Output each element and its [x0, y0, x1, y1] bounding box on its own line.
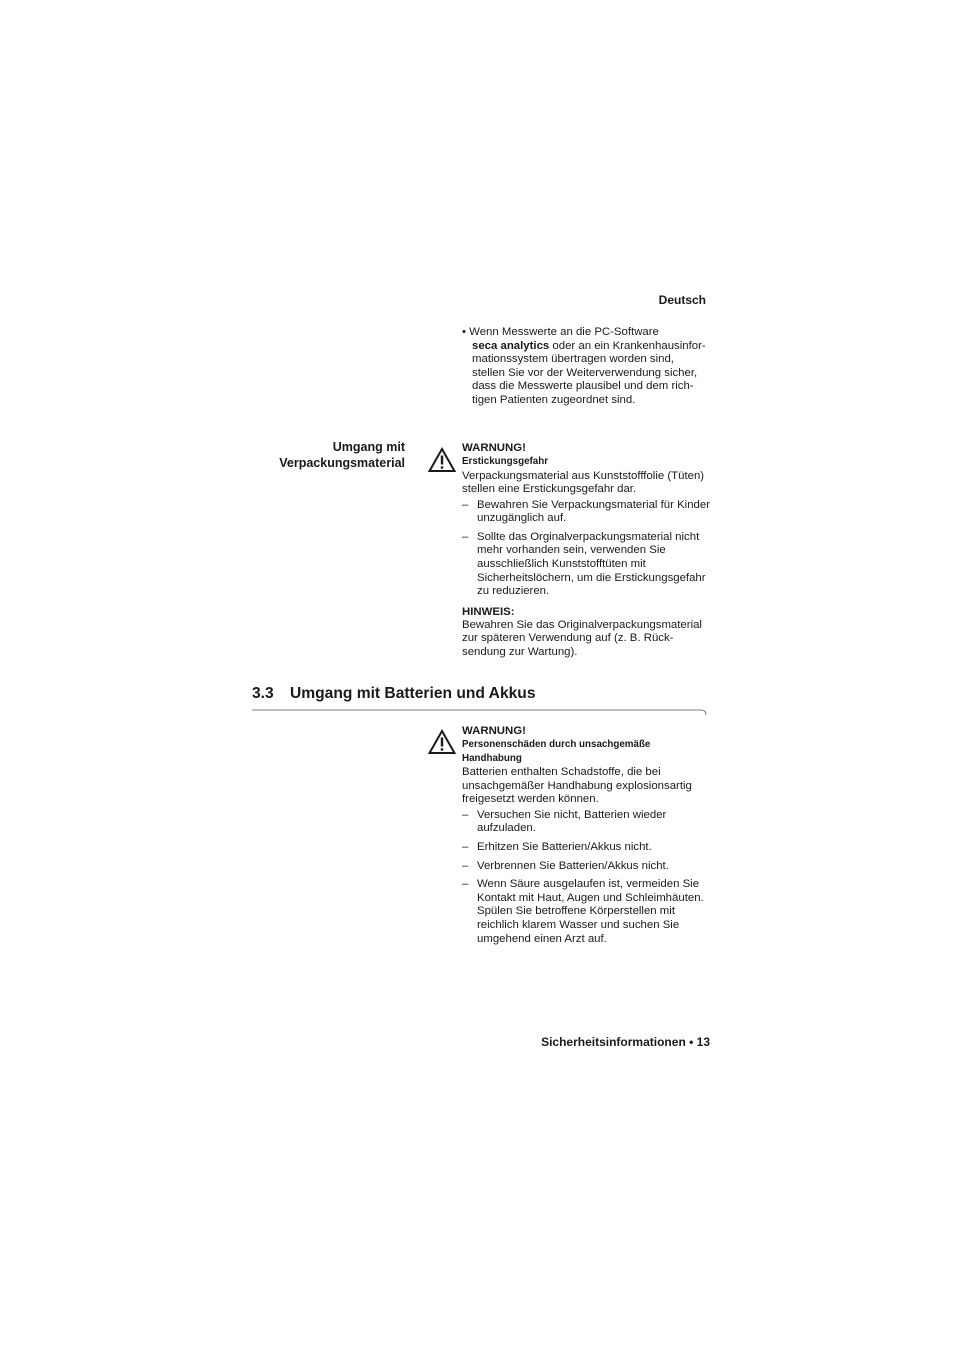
packaging-side-heading: [240, 439, 405, 471]
intro-line-1: • Wenn Messwerte an die PC-Software: [462, 326, 659, 338]
warning-triangle-icon: [428, 729, 456, 755]
intro-line-2: seca analytics oder an ein Krankenhausinfor-: [472, 339, 706, 352]
battery-warning-block: [462, 724, 710, 946]
language-label: Deutsch: [658, 293, 706, 307]
intro-line-5: dass die Messwerte plausibel und dem rich-: [472, 380, 694, 393]
intro-line-3: mationssystem übertragen worden sind,: [472, 353, 674, 366]
bullet-glyph: •: [462, 326, 466, 338]
warning-title: WARNUNG!: [462, 442, 526, 454]
section-number: 3.3: [252, 685, 274, 702]
page-footer: Sicherheitsinformationen • 13: [541, 1035, 710, 1049]
packaging-warning-block: [462, 441, 710, 660]
section-heading: [252, 685, 536, 703]
intro-line-6: tigen Patienten zugeordnet sind.: [472, 393, 636, 406]
warning-description: Verpackungsmaterial aus Kunststofffolie (Tüten) stellen eine Erstickungsgefahr dar.: [462, 469, 705, 496]
list-item: – Erhitzen Sie Batterien/Akkus nicht.: [462, 840, 652, 853]
intro-bullet-item: [462, 326, 712, 408]
section-title: Umgang mit Batterien und Akkus: [290, 685, 536, 702]
warning-subtitle: Personenschäden durch unsachgemäße Handhabung: [462, 739, 651, 764]
list-item: – Wenn Säure ausgelaufen ist, vermeiden Sie Kontakt mit Haut, Augen und Schleimhäuten. Spülen Sie betroffene Körperstellen mit reichlich klarem Wasser und suchen Sie umgehend einen Arzt auf.: [462, 878, 704, 945]
warning-subtitle: Erstickungsgefahr: [462, 456, 549, 467]
list-item: – Bewahren Sie Verpackungsmaterial für Kinder unzugänglich auf.: [462, 498, 711, 525]
side-heading-line-1: Umgang mit: [332, 440, 405, 454]
section-rule: [252, 709, 707, 721]
warning-description: Batterien enthalten Schadstoffe, die bei unsachgemäßer Handhabung explosionsartig freigesetzt werden können.: [462, 766, 692, 806]
software-name: seca analytics: [472, 339, 550, 352]
intro-line-4: stellen Sie vor der Weiterverwendung sicher,: [472, 366, 698, 379]
list-item: – Sollte das Orginalverpackungsmaterial nicht mehr vorhanden sein, verwenden Sie ausschließlich Kunststofftüten mit Sicherheitslöchern, um die Erstickungsgefahr zu reduzieren.: [462, 530, 706, 598]
list-item: – Versuchen Sie nicht, Batterien wieder aufzuladen.: [462, 808, 667, 835]
warning-title: WARNUNG!: [462, 725, 526, 737]
warning-triangle-icon: [428, 447, 456, 473]
side-heading-line-2: Verpackungsmaterial: [279, 456, 405, 470]
hint-text: Bewahren Sie das Originalverpackungsmaterial zur späteren Verwendung auf (z. B. Rück-sendung zur Wartung).: [462, 618, 702, 659]
list-item: – Verbrennen Sie Batterien/Akkus nicht.: [462, 859, 669, 872]
hint-title: HINWEIS:: [462, 605, 515, 618]
